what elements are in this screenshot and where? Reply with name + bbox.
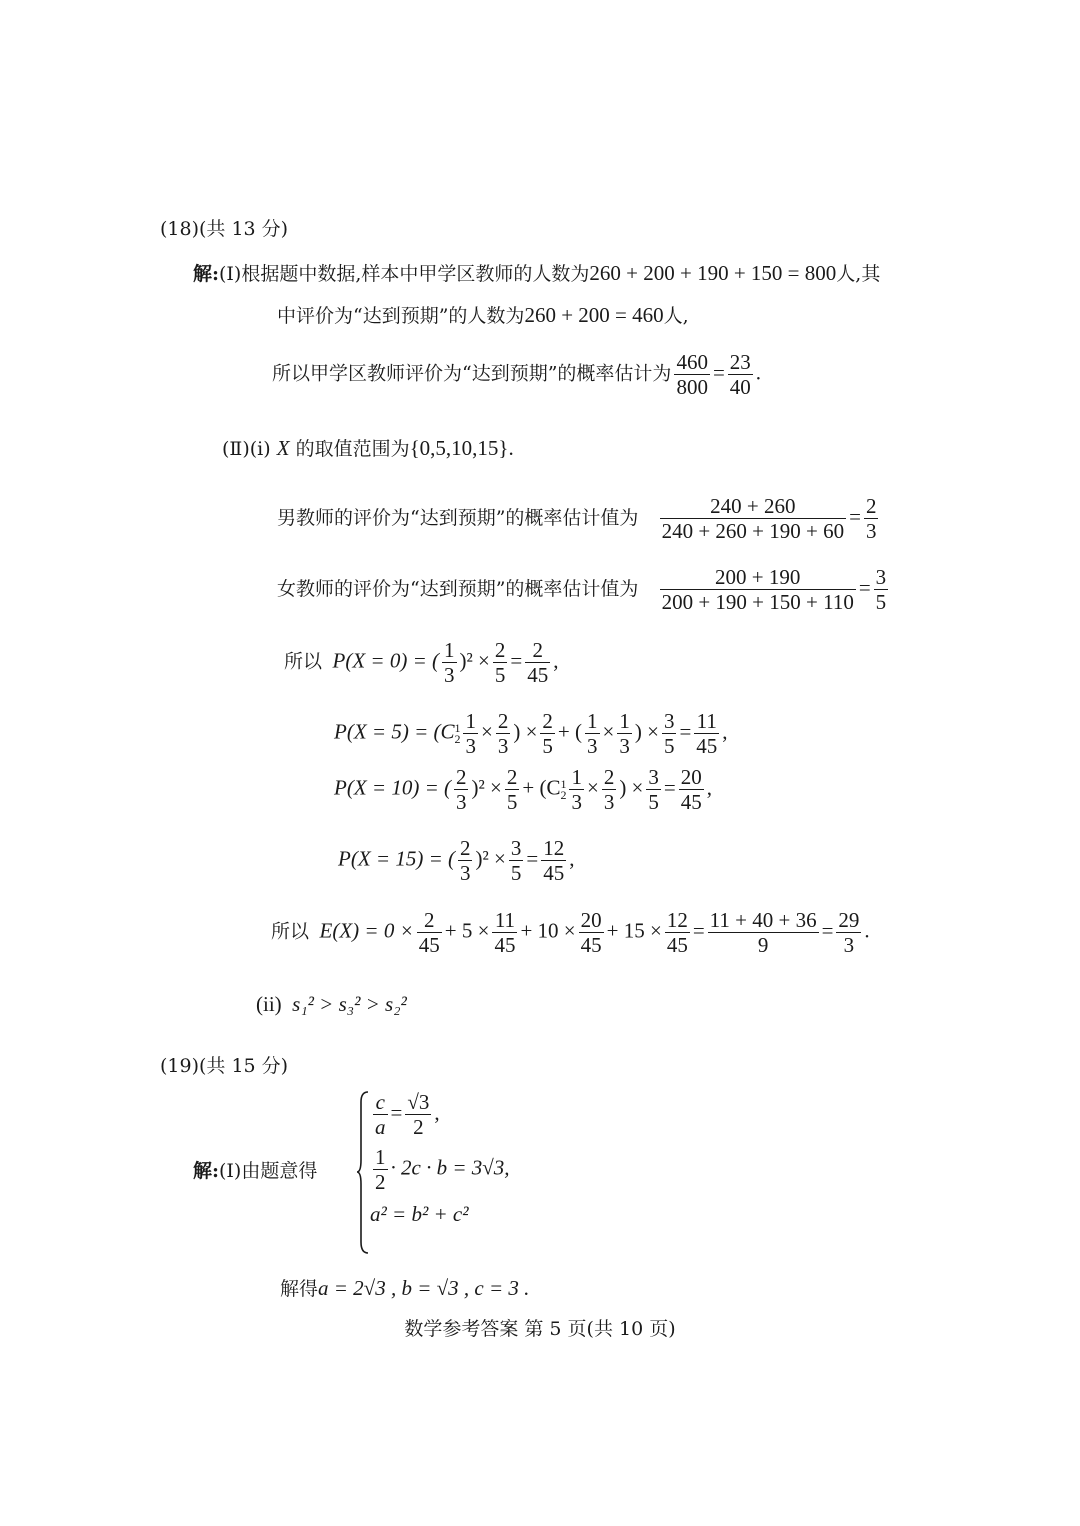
equals: = xyxy=(510,648,523,673)
operator: × xyxy=(602,719,615,744)
numerator: 1 xyxy=(587,709,598,733)
combination-index xyxy=(560,776,567,802)
numerator: 2 xyxy=(865,494,877,518)
numerator: 3 xyxy=(510,836,522,860)
denominator: 5 xyxy=(648,790,659,815)
operator: × xyxy=(480,719,493,744)
denominator: 40 xyxy=(729,375,751,400)
fraction xyxy=(665,908,690,957)
q18-part2-var: X xyxy=(276,436,290,460)
numerator: 200 + 190 xyxy=(660,565,856,590)
denominator: a xyxy=(375,1115,386,1140)
denominator: 5 xyxy=(494,663,506,688)
numerator: 29 xyxy=(838,908,860,932)
numerator: 2 xyxy=(459,836,471,860)
operator: )² × xyxy=(475,846,506,871)
denominator: 45 xyxy=(580,933,602,958)
numerator: 2 xyxy=(497,709,509,733)
fraction xyxy=(417,908,442,957)
fraction xyxy=(496,709,511,758)
numerator: 20 xyxy=(580,908,602,932)
sup: 1 xyxy=(454,720,461,735)
equals: = xyxy=(390,1100,403,1125)
lhs: P(X = 10) = ( xyxy=(334,775,451,800)
fraction xyxy=(373,1145,388,1194)
fraction xyxy=(458,836,473,885)
fraction xyxy=(509,836,524,885)
denominator: 3 xyxy=(619,734,630,759)
denominator: 45 xyxy=(680,790,702,815)
q18-part1-line3 xyxy=(272,350,761,399)
denominator: 45 xyxy=(696,734,718,759)
fraction xyxy=(541,836,566,885)
q19-result-text: 解得 xyxy=(280,1278,319,1300)
q18-part1-text2: 中评价为“达到预期”的人数为 xyxy=(277,305,525,327)
lhs: E(X) = 0 × xyxy=(319,918,414,943)
fraction xyxy=(373,1090,388,1139)
equals: = xyxy=(712,360,725,385)
period: . xyxy=(755,360,762,385)
denominator: 5 xyxy=(663,734,675,759)
fraction xyxy=(836,908,861,957)
denominator: 45 xyxy=(494,933,516,958)
numerator: 11 xyxy=(694,709,719,734)
period: . xyxy=(864,918,870,943)
denominator: 45 xyxy=(666,933,688,958)
comma: , xyxy=(569,846,575,871)
lhs: P(X = 5) = (C xyxy=(334,719,455,744)
q19-header: (19)(共 15 分) xyxy=(160,1055,289,1077)
operator: × xyxy=(586,775,599,800)
numerator: 1 xyxy=(619,709,630,733)
lhs: P(X = 15) = ( xyxy=(338,846,455,871)
fraction xyxy=(492,908,517,957)
q19-result-line xyxy=(280,1276,529,1301)
so-label: 所以 xyxy=(271,920,310,943)
q18-female-text: 女教师的评价为“达到预期”的概率估计值为 xyxy=(277,578,639,601)
denominator: 9 xyxy=(757,933,769,958)
numerator: 2 xyxy=(455,765,467,789)
q18-part1-sum1: 260 + 200 + 190 + 150 = 800 xyxy=(589,261,837,285)
denominator: 3 xyxy=(587,734,598,759)
numerator: 11 + 40 + 36 xyxy=(709,908,817,932)
denominator: 800 xyxy=(676,375,708,400)
sub: 2 xyxy=(454,731,461,746)
fraction xyxy=(617,709,632,758)
fraction xyxy=(646,765,661,814)
denominator: 3 xyxy=(571,790,582,815)
q18-part2-set: {0,5,10,15} xyxy=(409,436,509,460)
operator: + ( xyxy=(557,719,583,744)
fraction xyxy=(728,350,753,399)
denominator: 2 xyxy=(375,1170,386,1195)
q19-equation-system xyxy=(356,1090,556,1255)
fraction xyxy=(463,709,478,758)
q18-part1-mark: (Ⅰ) xyxy=(219,263,242,285)
numerator: 3 xyxy=(663,709,675,733)
denominator: 3 xyxy=(465,734,476,759)
q18-header: (18)(共 13 分) xyxy=(160,218,289,240)
denominator: 3 xyxy=(603,790,615,815)
denominator: 3 xyxy=(455,790,467,815)
fraction xyxy=(442,638,457,687)
q18-part1-text1: 根据题中数据,样本中甲学区教师的人数为 xyxy=(241,263,590,285)
numerator: 2 xyxy=(417,908,442,933)
numerator: 240 + 260 xyxy=(660,494,847,519)
comma: , xyxy=(706,775,712,800)
combination-index xyxy=(454,720,461,746)
operator: + 15 × xyxy=(606,918,662,943)
q18-part2-line xyxy=(222,436,514,461)
q18-part1-line2 xyxy=(277,303,689,328)
fraction xyxy=(864,494,879,543)
q19-result-expr: a = 2√3 , b = √3 , c = 3 . xyxy=(318,1276,530,1300)
comma: , xyxy=(434,1100,440,1125)
operator: ) × xyxy=(513,719,538,744)
numerator: c xyxy=(373,1090,388,1115)
numerator: 1 xyxy=(465,709,476,733)
numerator: 3 xyxy=(648,765,659,789)
q18-part1-sum2: 260 + 200 = 460 xyxy=(524,303,664,327)
denominator: 3 xyxy=(459,861,471,886)
numerator: 23 xyxy=(729,350,751,374)
denominator: 45 xyxy=(527,663,549,688)
q18-part2-mark: (Ⅱ)(i) xyxy=(222,438,271,460)
q18-part1-text3: 所以甲学区教师评价为“达到预期”的概率估计为 xyxy=(272,362,672,385)
numerator: 20 xyxy=(680,765,702,789)
fraction xyxy=(569,765,584,814)
sup: 1 xyxy=(560,776,567,791)
numerator: 2 xyxy=(603,765,615,789)
denominator: 3 xyxy=(444,663,455,688)
numerator: 2 xyxy=(506,765,518,789)
fraction xyxy=(874,565,889,614)
fraction xyxy=(660,565,856,614)
numerator: 3 xyxy=(875,565,887,589)
fraction xyxy=(454,765,469,814)
operator: + (C xyxy=(522,775,561,800)
q18-ii-expr: s₁² > s₃² > s₂² xyxy=(292,992,407,1016)
left-brace-icon xyxy=(356,1090,370,1255)
comma: , xyxy=(722,719,728,744)
fraction xyxy=(694,709,719,758)
q18-eq-px10 xyxy=(334,765,712,814)
lhs: P(X = 0) = ( xyxy=(332,648,439,673)
q18-part2-text: 的取值范围为 xyxy=(295,438,410,460)
q18-female-line xyxy=(277,565,891,614)
so-label: 所以 xyxy=(284,650,323,673)
operator: ) × xyxy=(619,775,644,800)
operator: ) × xyxy=(634,719,659,744)
q18-eq-px15 xyxy=(338,836,574,885)
fraction xyxy=(674,350,710,399)
numerator: 12 xyxy=(666,908,688,932)
fraction xyxy=(493,638,508,687)
numerator: 2 xyxy=(542,709,553,733)
q18-part1-unit2: 人, xyxy=(663,305,689,327)
fraction xyxy=(602,765,617,814)
denominator: 5 xyxy=(506,790,518,815)
q18-eq-px5 xyxy=(334,709,728,758)
operator: )² × xyxy=(459,648,490,673)
system-row-3: a² = b² + c² xyxy=(370,1202,469,1226)
denominator: 2 xyxy=(413,1115,424,1140)
q19-solution-label: 解: xyxy=(193,1160,220,1182)
fraction xyxy=(585,709,600,758)
system-row-2 xyxy=(370,1145,510,1194)
fraction xyxy=(579,908,604,957)
q18-male-text: 男教师的评价为“达到预期”的概率估计值为 xyxy=(277,507,639,530)
q18-eq-ex xyxy=(271,908,870,957)
operator: + 10 × xyxy=(520,918,576,943)
denominator: 3 xyxy=(843,933,855,958)
q18-part1-unit1: 人,其 xyxy=(836,263,881,285)
denominator: 45 xyxy=(418,933,440,958)
operator: + 5 × xyxy=(444,918,490,943)
denominator: 200 + 190 + 150 + 110 xyxy=(661,590,854,615)
q18-part1-line1 xyxy=(193,261,880,286)
q18-eq-px0 xyxy=(284,638,558,687)
q19-part1-line xyxy=(193,1160,317,1183)
numerator: 1 xyxy=(375,1145,386,1169)
denominator: 5 xyxy=(875,590,887,615)
page-footer: 数学参考答案 第 5 页(共 10 页) xyxy=(404,1318,676,1340)
q18-male-line xyxy=(277,494,881,543)
equals: = xyxy=(849,504,861,529)
fraction xyxy=(660,494,847,543)
numerator: 2 xyxy=(494,638,506,662)
equals: = xyxy=(692,918,705,943)
fraction xyxy=(662,709,677,758)
fraction xyxy=(679,765,704,814)
numerator: 1 xyxy=(571,765,582,789)
fraction xyxy=(505,765,520,814)
fraction xyxy=(405,1090,431,1139)
numerator: 11 xyxy=(492,908,517,933)
denominator: 3 xyxy=(497,734,509,759)
comma: , xyxy=(553,648,559,673)
denominator: 5 xyxy=(510,861,522,886)
equals: = xyxy=(821,918,834,943)
numerator: 12 xyxy=(543,836,565,860)
expression: · 2c · b = 3√3, xyxy=(390,1155,510,1180)
fraction xyxy=(708,908,819,957)
equals: = xyxy=(858,575,871,600)
system-row-1 xyxy=(370,1090,440,1139)
q19-part1-text: 由题意得 xyxy=(241,1160,318,1182)
q18-part2-ii xyxy=(256,992,407,1017)
numerator: 1 xyxy=(444,638,455,662)
equals: = xyxy=(679,719,692,744)
fraction xyxy=(525,638,550,687)
equals: = xyxy=(526,846,539,871)
equals: = xyxy=(663,775,676,800)
q18-solution-label: 解: xyxy=(193,263,220,285)
numerator: 2 xyxy=(525,638,550,663)
denominator: 3 xyxy=(865,519,877,544)
denominator: 5 xyxy=(542,734,553,759)
denominator: 240 + 260 + 190 + 60 xyxy=(661,519,845,544)
sub: 2 xyxy=(560,787,567,802)
numerator: √3 xyxy=(407,1090,430,1114)
q19-part1-mark: (Ⅰ) xyxy=(219,1160,242,1182)
denominator: 45 xyxy=(543,861,565,886)
period: . xyxy=(508,436,514,460)
operator: )² × xyxy=(471,775,502,800)
numerator: 460 xyxy=(676,350,708,374)
fraction xyxy=(540,709,555,758)
q18-ii-mark: (ii) xyxy=(256,992,282,1016)
